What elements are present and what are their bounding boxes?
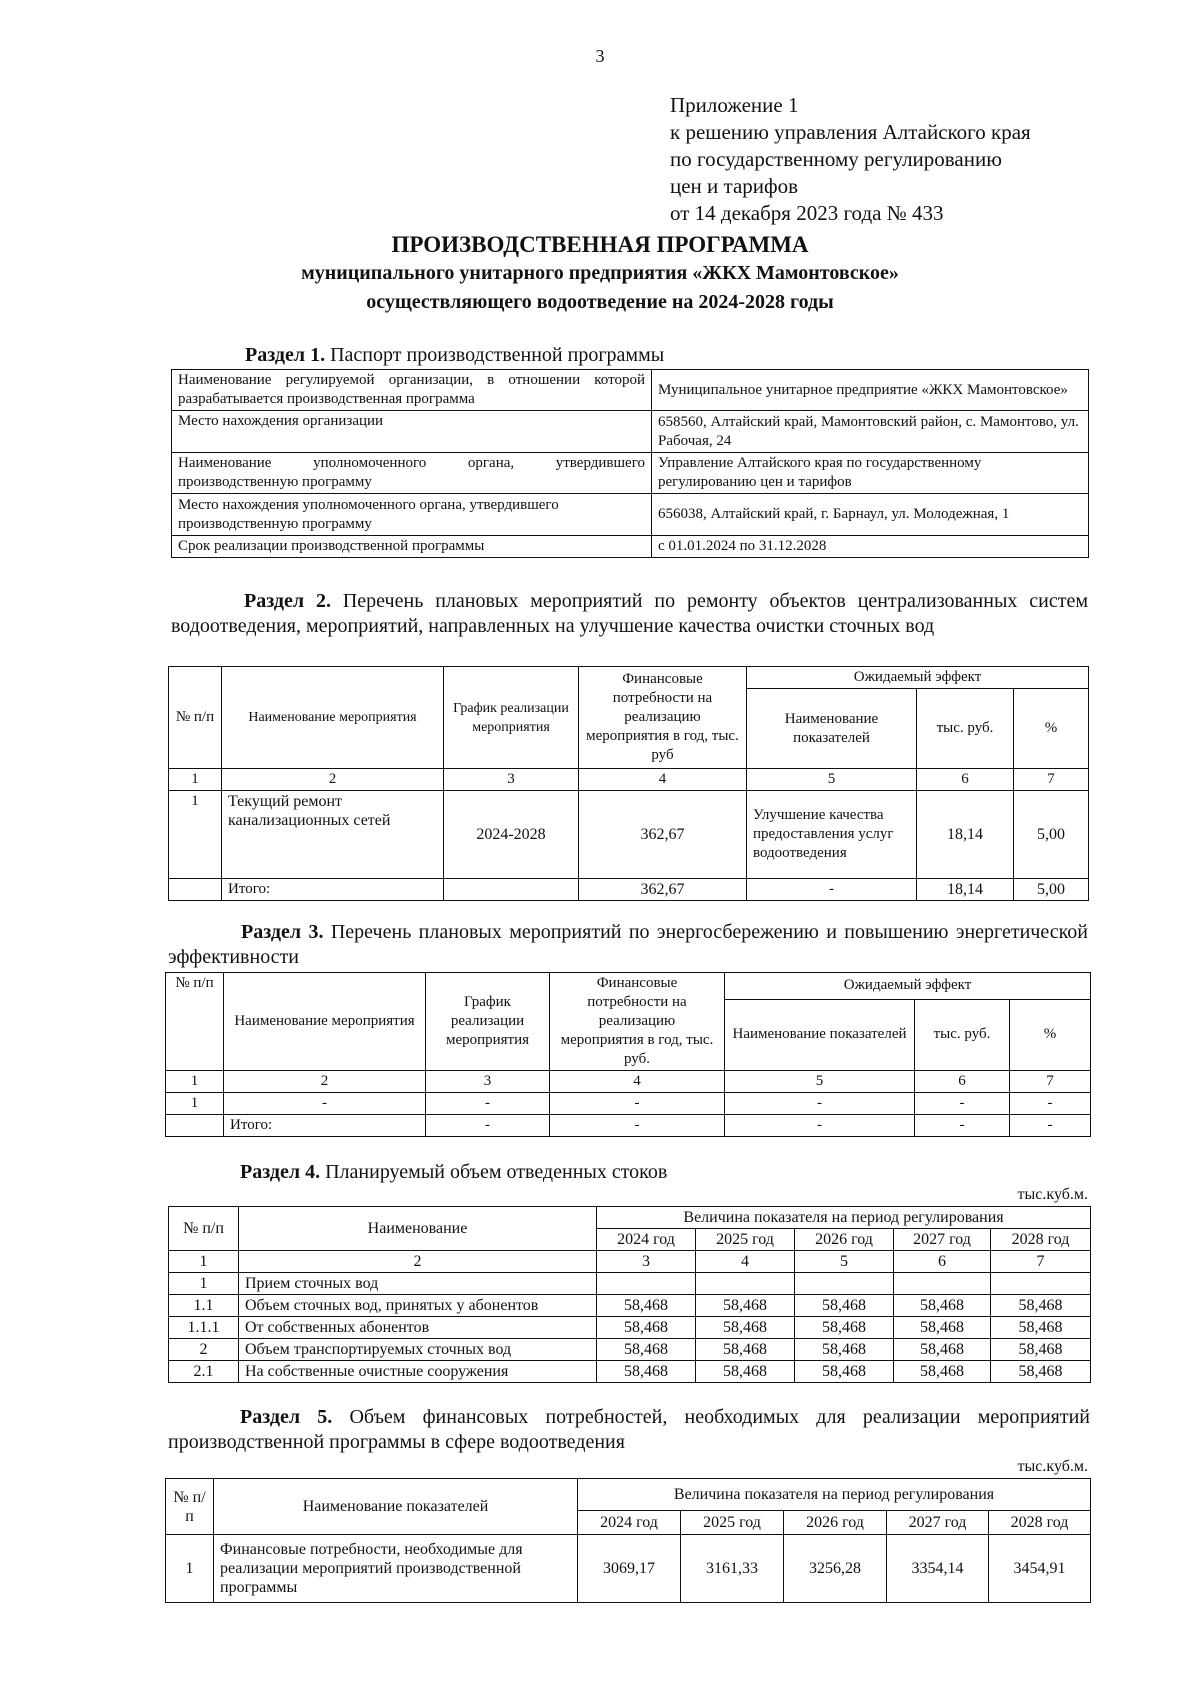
row-name: От собственных абонентов	[239, 1317, 597, 1339]
row-name: Прием сточных вод	[239, 1273, 597, 1295]
passport-value: Муниципальное унитарное предприятие «ЖКХ Мамонтовское»	[652, 370, 1089, 411]
total-indicator: -	[725, 1115, 915, 1137]
passport-name: Наименование уполномоченного органа, утвердившего производственную программу	[172, 453, 652, 494]
passport-name: Срок реализации производственной программы	[172, 536, 652, 558]
col-number: 6	[917, 769, 1014, 791]
passport-name: Наименование регулируемой организации, в отношении которой разрабатывается производственная программа	[172, 370, 652, 411]
col-number: 6	[894, 1251, 991, 1273]
year-header: 2028 год	[989, 1511, 1091, 1535]
total-schedule: -	[426, 1115, 550, 1137]
row-value	[991, 1273, 1091, 1295]
page-number: 3	[595, 46, 605, 66]
energy-measures-table	[165, 972, 1091, 1137]
row-value: 58,468	[991, 1361, 1091, 1383]
appendix-line: к решению управления Алтайского края	[670, 120, 1031, 144]
col-number: 3	[444, 769, 579, 791]
row-rub: 18,14	[917, 791, 1014, 879]
table-row	[172, 453, 1089, 494]
col-number: 3	[597, 1251, 696, 1273]
total-label: Итого:	[222, 879, 444, 901]
table-row	[169, 1361, 1091, 1383]
row-num: 1.1	[169, 1295, 239, 1317]
col-number: 5	[795, 1251, 894, 1273]
table-row	[172, 370, 1089, 411]
empty-cell	[169, 879, 222, 901]
row-value: 58,468	[894, 1339, 991, 1361]
year-header: 2024 год	[578, 1511, 681, 1535]
section5-heading	[168, 1405, 1090, 1455]
appendix-line: от 14 декабря 2023 года № 433	[670, 201, 944, 225]
section-text: Перечень плановых мероприятий по ремонту объектов централизованных систем водоотведения, мероприятий, направленных на улучшение качества очистки сточных вод	[171, 590, 1088, 637]
row-value: 58,468	[696, 1295, 795, 1317]
row-value: 58,468	[795, 1339, 894, 1361]
col-number: 7	[1010, 1071, 1091, 1093]
total-pct: 5,00	[1014, 879, 1089, 901]
row-num: 1	[169, 791, 222, 879]
row-value	[597, 1273, 696, 1295]
header-schedule: График реализации мероприятия	[426, 973, 550, 1071]
table-row	[166, 1093, 1091, 1115]
col-number: 4	[579, 769, 747, 791]
section-text: Планируемый объем отведенных стоков	[320, 1161, 668, 1183]
row-schedule: 2024-2028	[444, 791, 579, 879]
total-pct: -	[1010, 1115, 1091, 1137]
header-finance: Финансовые потребности на реализацию мероприятия в год, тыс. руб.	[550, 973, 725, 1071]
row-num: 1	[169, 1273, 239, 1295]
col-number: 2	[224, 1071, 426, 1093]
col-number: 1	[169, 1251, 239, 1273]
row-value: 58,468	[696, 1339, 795, 1361]
header-num: № п/п	[169, 1207, 239, 1251]
section2-heading	[171, 589, 1088, 639]
table-row	[169, 879, 1089, 901]
section-label: Раздел 4.	[240, 1161, 321, 1183]
table-row	[166, 1535, 1091, 1603]
table-body	[169, 1273, 1091, 1383]
document-subtitle: муниципального унитарного предприятия «ЖКХ Мамонтовское»	[301, 262, 899, 284]
header-name: Наименование	[239, 1207, 597, 1251]
col-number: 5	[747, 769, 917, 791]
table-row	[169, 667, 1089, 689]
section-label: Раздел 1.	[245, 344, 326, 366]
passport-name: Место нахождения уполномоченного органа, утвердившего производственную программу	[172, 494, 652, 536]
table-row	[172, 536, 1089, 558]
year-header: 2026 год	[784, 1511, 887, 1535]
passport-table	[171, 369, 1089, 558]
row-value: 58,468	[597, 1317, 696, 1339]
table-row	[172, 411, 1089, 453]
section-text: Паспорт производственной программы	[325, 344, 665, 366]
row-name: Финансовые потребности, необходимые для реализации мероприятий производственной программы	[214, 1535, 578, 1603]
row-num: 1	[166, 1535, 214, 1603]
total-label: Итого:	[224, 1115, 426, 1137]
table-row	[166, 973, 1091, 1000]
section3-heading	[168, 920, 1088, 970]
year-header: 2027 год	[894, 1229, 991, 1251]
col-number: 4	[550, 1071, 725, 1093]
row-finance: -	[550, 1093, 725, 1115]
row-name: На собственные очистные сооружения	[239, 1361, 597, 1383]
total-rub: 18,14	[917, 879, 1014, 901]
row-value	[894, 1273, 991, 1295]
row-finance: 362,67	[579, 791, 747, 879]
row-indicator: Улучшение качества предоставления услуг водоотведения	[747, 791, 917, 879]
header-name: Наименование показателей	[214, 1479, 578, 1535]
table-row	[169, 1273, 1091, 1295]
col-number: 1	[166, 1071, 224, 1093]
row-value: 3069,17	[578, 1535, 681, 1603]
col-number: 1	[169, 769, 222, 791]
passport-value: с 01.01.2024 по 31.12.2028	[652, 536, 1089, 558]
row-value	[696, 1273, 795, 1295]
row-indicator: -	[725, 1093, 915, 1115]
table-row	[172, 494, 1089, 536]
table-row	[166, 1479, 1091, 1511]
section4-heading	[240, 1160, 667, 1185]
row-name: Объем транспортируемых сточных вод	[239, 1339, 597, 1361]
passport-value: Управление Алтайского края по государственному регулированию цен и тарифов	[652, 453, 1089, 494]
total-indicator: -	[747, 879, 917, 901]
section-text: Перечень плановых мероприятий по энергосбережению и повышению энергетической эффективности	[168, 921, 1089, 968]
header-num: № п/п	[169, 667, 222, 769]
empty-cell	[166, 1115, 224, 1137]
table-row	[169, 1251, 1091, 1273]
header-period: Величина показателя на период регулирования	[597, 1207, 1091, 1229]
row-num: 1.1.1	[169, 1317, 239, 1339]
header-schedule: График реализации мероприятия	[444, 667, 579, 769]
col-number: 6	[915, 1071, 1010, 1093]
year-header: 2027 год	[887, 1511, 989, 1535]
table-row	[169, 769, 1089, 791]
row-num: 1	[166, 1093, 224, 1115]
row-value: 58,468	[795, 1295, 894, 1317]
year-header: 2026 год	[795, 1229, 894, 1251]
appendix-line: цен и тарифов	[670, 174, 799, 198]
row-pct: 5,00	[1014, 791, 1089, 879]
row-value: 58,468	[597, 1339, 696, 1361]
header-num: № п/п	[166, 1479, 214, 1535]
table-row	[166, 1115, 1091, 1137]
table-row	[169, 1339, 1091, 1361]
passport-value: 656038, Алтайский край, г. Барнаул, ул. Молодежная, 1	[652, 494, 1089, 536]
section-label: Раздел 5.	[240, 1406, 333, 1428]
header-name: Наименование мероприятия	[222, 667, 444, 769]
row-value: 3454,91	[989, 1535, 1091, 1603]
appendix-line: Приложение 1	[670, 93, 799, 117]
row-pct: -	[1010, 1093, 1091, 1115]
empty-cell	[444, 879, 579, 901]
row-num: 2	[169, 1339, 239, 1361]
col-number: 7	[991, 1251, 1091, 1273]
row-name: -	[224, 1093, 426, 1115]
col-number: 2	[239, 1251, 597, 1273]
col-number: 7	[1014, 769, 1089, 791]
total-finance: 362,67	[579, 879, 747, 901]
row-value: 58,468	[795, 1317, 894, 1339]
total-rub: -	[915, 1115, 1010, 1137]
appendix-line: по государственному регулированию	[670, 147, 1002, 171]
row-name: Текущий ремонт канализационных сетей	[222, 791, 444, 879]
header-finance: Финансовые потребности на реализацию мероприятия в год, тыс. руб	[579, 667, 747, 769]
row-value: 58,468	[696, 1317, 795, 1339]
table-row	[169, 1295, 1091, 1317]
header-pct: %	[1010, 999, 1091, 1070]
passport-value: 658560, Алтайский край, Мамонтовский район, с. Мамонтово, ул. Рабочая, 24	[652, 411, 1089, 453]
header-rub: тыс. руб.	[915, 999, 1010, 1070]
header-effect: Ожидаемый эффект	[747, 667, 1089, 689]
section-text: Объем финансовых потребностей, необходимых для реализации мероприятий производственной программы в сфере водоотведения	[168, 1406, 1091, 1453]
row-schedule: -	[426, 1093, 550, 1115]
section-label: Раздел 3.	[241, 921, 324, 943]
header-effect: Ожидаемый эффект	[725, 973, 1091, 1000]
row-value: 58,468	[991, 1317, 1091, 1339]
header-indicator: Наименование показателей	[725, 999, 915, 1070]
section-label: Раздел 2.	[244, 590, 331, 612]
document-title: ПРОИЗВОДСТВЕННАЯ ПРОГРАММА	[391, 232, 809, 257]
row-num: 2.1	[169, 1361, 239, 1383]
row-value: 3161,33	[681, 1535, 784, 1603]
row-value: 58,468	[696, 1361, 795, 1383]
total-finance: -	[550, 1115, 725, 1137]
year-header: 2025 год	[681, 1511, 784, 1535]
col-number: 3	[426, 1071, 550, 1093]
row-value: 58,468	[991, 1295, 1091, 1317]
document-subtitle: осуществляющего водоотведение на 2024-2028 годы	[366, 291, 834, 313]
financial-needs-table	[165, 1478, 1091, 1603]
row-rub: -	[915, 1093, 1010, 1115]
row-value: 58,468	[795, 1361, 894, 1383]
row-value: 58,468	[894, 1317, 991, 1339]
col-number: 4	[696, 1251, 795, 1273]
row-name: Объем сточных вод, принятых у абонентов	[239, 1295, 597, 1317]
table-row	[169, 1317, 1091, 1339]
table-row	[169, 791, 1089, 879]
col-number: 5	[725, 1071, 915, 1093]
row-value: 3256,28	[784, 1535, 887, 1603]
header-rub: тыс. руб.	[917, 689, 1014, 769]
row-value: 58,468	[894, 1361, 991, 1383]
passport-name: Место нахождения организации	[172, 411, 652, 453]
year-header: 2025 год	[696, 1229, 795, 1251]
table-row	[166, 1071, 1091, 1093]
wastewater-volume-table	[168, 1206, 1091, 1383]
col-number: 2	[222, 769, 444, 791]
header-name: Наименование мероприятия	[224, 973, 426, 1071]
year-header: 2028 год	[991, 1229, 1091, 1251]
repair-measures-table	[168, 666, 1089, 901]
header-period: Величина показателя на период регулирования	[578, 1479, 1091, 1511]
row-value: 58,468	[597, 1361, 696, 1383]
row-value: 3354,14	[887, 1535, 989, 1603]
row-value: 58,468	[991, 1339, 1091, 1361]
appendix-block	[670, 92, 1031, 227]
header-num: № п/п	[166, 973, 224, 1071]
header-indicator: Наименование показателей	[747, 689, 917, 769]
unit-label: тыс.куб.м.	[1017, 1458, 1088, 1475]
unit-label: тыс.куб.м.	[1017, 1186, 1088, 1203]
row-value: 58,468	[894, 1295, 991, 1317]
row-value: 58,468	[597, 1295, 696, 1317]
year-header: 2024 год	[597, 1229, 696, 1251]
section1-heading	[245, 343, 664, 368]
row-value	[795, 1273, 894, 1295]
table-row	[169, 1207, 1091, 1229]
header-pct: %	[1014, 689, 1089, 769]
